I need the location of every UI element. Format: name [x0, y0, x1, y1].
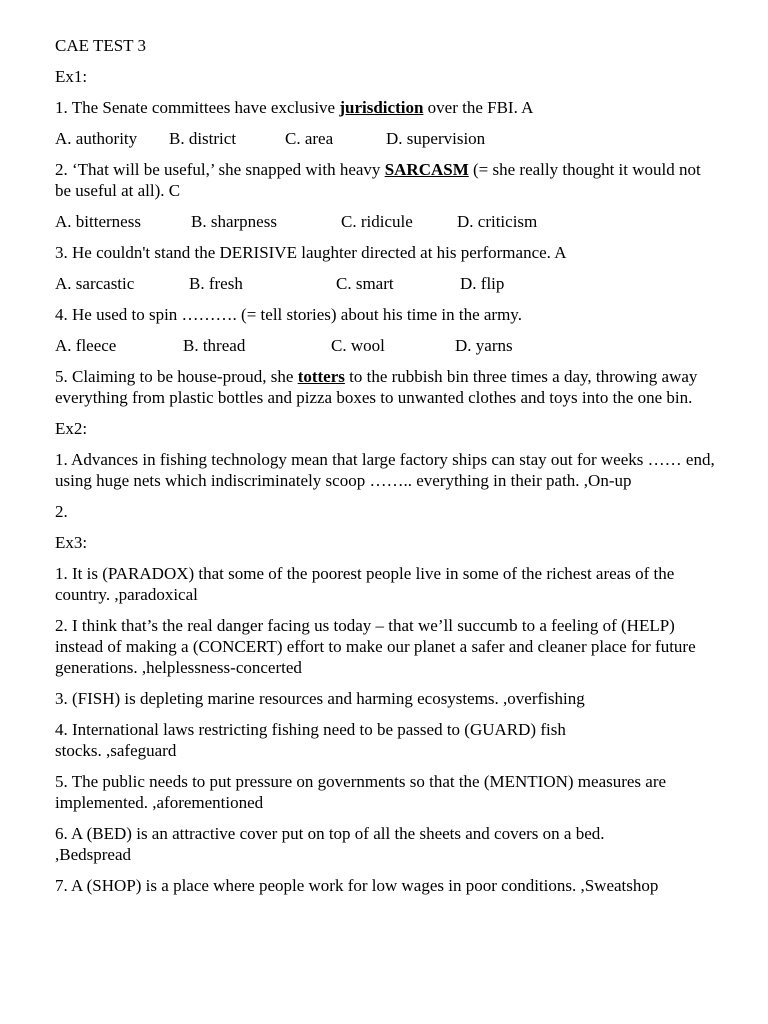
ex1-question-2-options: [55, 211, 720, 232]
option-a: A. fleece: [55, 336, 117, 355]
ex1-question-3: 3. He couldn't stand the DERISIVE laughter directed at his performance. A: [55, 243, 567, 262]
ex3-item-4: 4. International laws restricting fishing need to be passed to (GUARD) fish stocks. ,safeguard: [55, 720, 566, 760]
option-a: A. bitterness: [55, 212, 141, 231]
option-a: A. sarcastic: [55, 274, 135, 293]
ex2-question-2: 2.: [55, 502, 68, 521]
option-b: B. fresh: [189, 274, 243, 293]
option-d: D. flip: [460, 274, 505, 293]
option-c: C. area: [285, 129, 334, 148]
question-text: (= she really thought it would not be useful at all). C: [55, 160, 701, 200]
question-keyword: totters: [297, 367, 345, 386]
ex3-item-7: 7. A (SHOP) is a place where people work for low wages in poor conditions. ,Sweatshop: [55, 876, 659, 895]
question-text: 1. The Senate committees have exclusive: [55, 98, 340, 117]
option-c: C. smart: [336, 274, 394, 293]
question-text: 5. Claiming to be house-proud, she: [55, 367, 298, 386]
option-c: C. ridicule: [341, 212, 413, 231]
ex2-question-1: 1. Advances in fishing technology mean that large factory ships can stay out for weeks …… end, using huge nets which indiscriminately scoop …….. everything in their path. ,On-up: [55, 450, 715, 490]
ex3-item-3: 3. (FISH) is depleting marine resources and harming ecosystems. ,overfishing: [55, 689, 585, 708]
option-d: D. supervision: [386, 129, 486, 148]
document-title: CAE TEST 3: [55, 36, 146, 55]
ex1-question-5: [55, 366, 720, 408]
ex3-item-1: 1. It is (PARADOX) that some of the poorest people live in some of the richest areas of the country. ,paradoxical: [55, 564, 675, 604]
question-text: 2. ‘That will be useful,’ she snapped with heavy: [55, 160, 385, 179]
option-b: B. district: [169, 129, 237, 148]
ex1-question-1: [55, 97, 720, 118]
ex1-question-4-options: [55, 335, 720, 356]
ex1-question-4: 4. He used to spin ………. (= tell stories) about his time in the army.: [55, 305, 522, 324]
option-b: B. sharpness: [191, 212, 277, 231]
question-text: over the FBI. A: [423, 98, 534, 117]
option-b: B. thread: [183, 336, 246, 355]
question-text: to the rubbish bin three times a day, throwing away everything from plastic bottles and pizza boxes to unwanted clothes and toys into the one bin.: [55, 367, 698, 407]
question-keyword: SARCASM: [384, 160, 469, 179]
ex3-item-6: 6. A (BED) is an attractive cover put on top of all the sheets and covers on a bed. ,Bedspread: [55, 824, 605, 864]
ex1-question-2: [55, 159, 720, 201]
option-a: A. authority: [55, 129, 138, 148]
option-c: C. wool: [331, 336, 385, 355]
ex3-heading: Ex3:: [55, 533, 88, 552]
ex1-question-3-options: [55, 273, 720, 294]
ex3-item-5: 5. The public needs to put pressure on governments so that the (MENTION) measures are implemented. ,aforementioned: [55, 772, 667, 812]
option-d: D. criticism: [457, 212, 538, 231]
ex3-item-2: 2. I think that’s the real danger facing us today – that we’ll succumb to a feeling of (HELP) instead of making a (CONCERT) effort to make our planet a safer and cleaner place for future generations. ,helplessness-concerted: [55, 616, 696, 677]
ex2-heading: Ex2:: [55, 419, 88, 438]
option-d: D. yarns: [455, 336, 513, 355]
question-keyword: jurisdiction: [339, 98, 424, 117]
ex1-question-1-options: [55, 128, 720, 149]
ex1-heading: Ex1:: [55, 67, 88, 86]
